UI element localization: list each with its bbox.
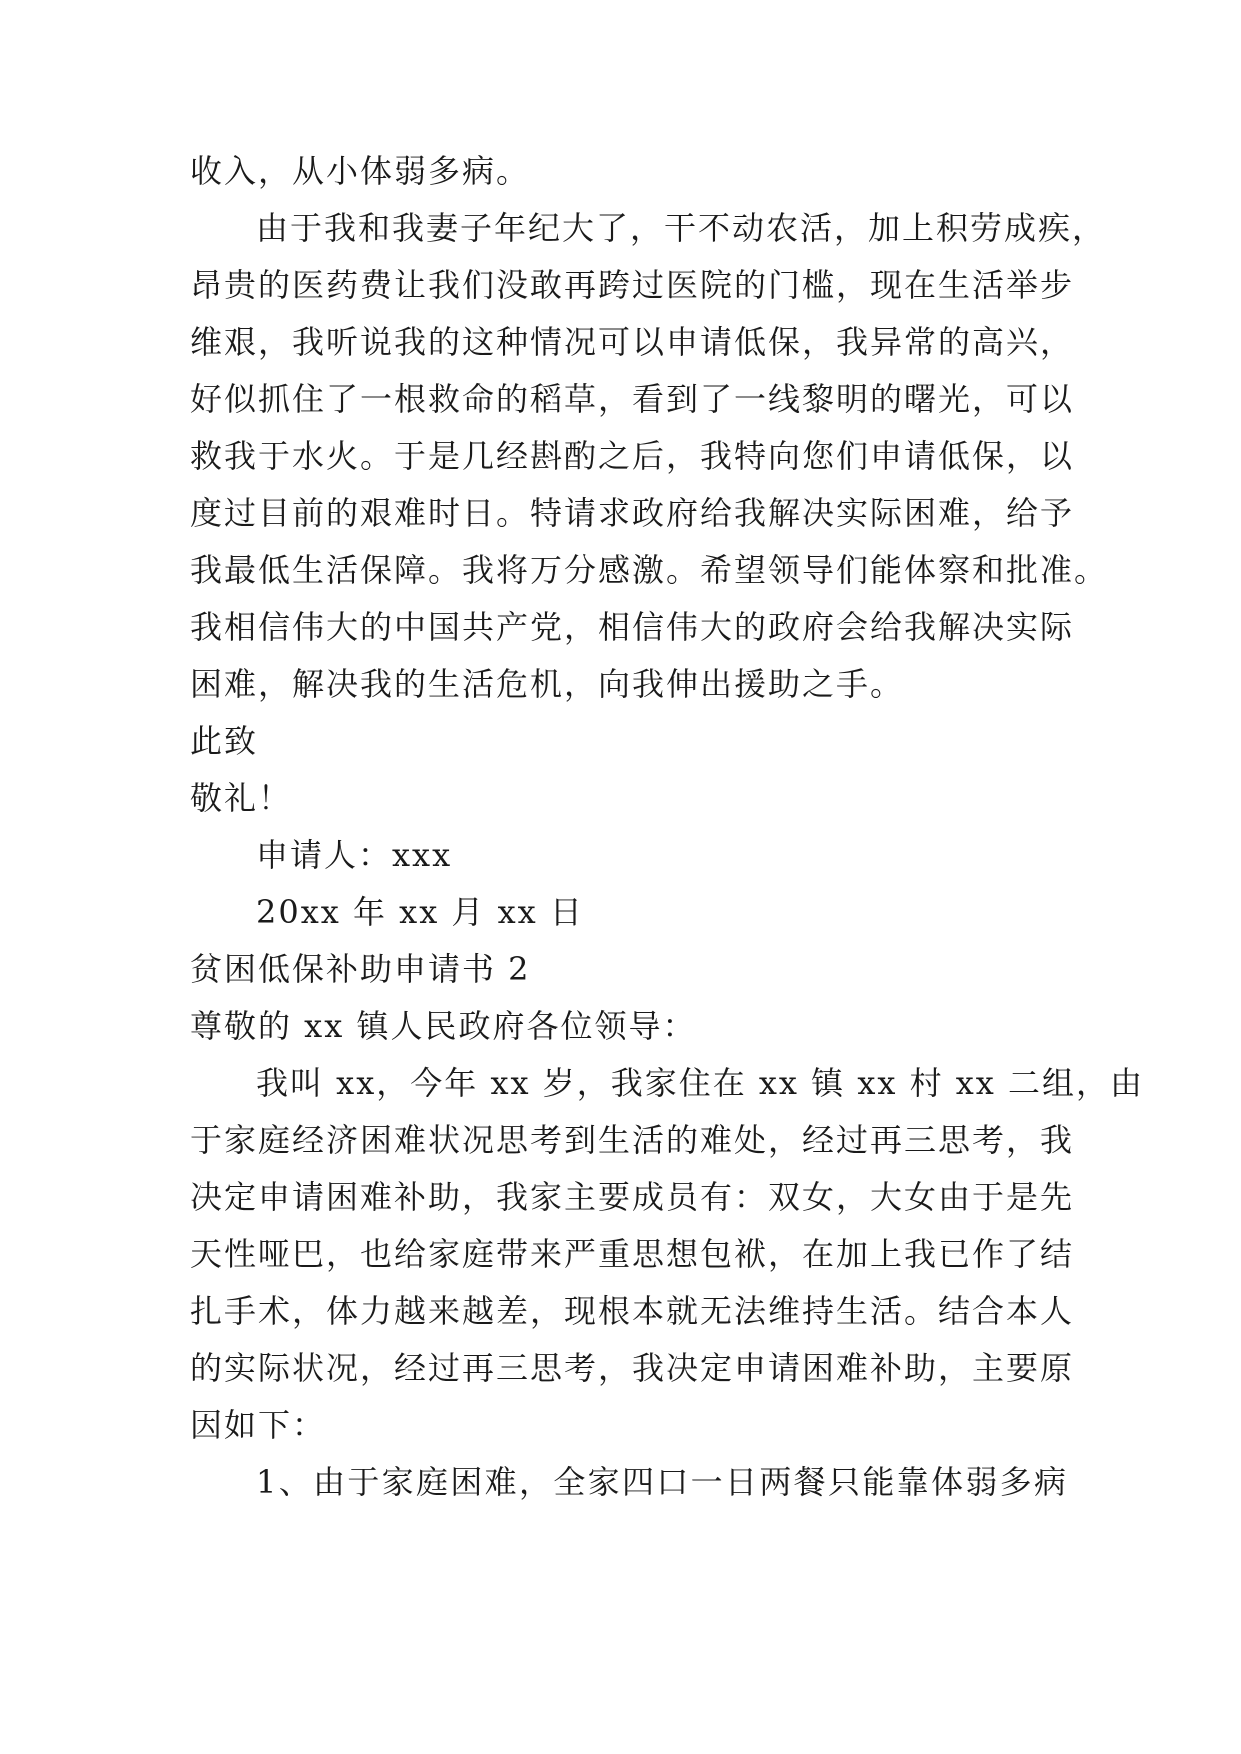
text-line: 1、由于家庭困难，全家四口一日两餐只能靠体弱多病 [256, 1463, 1068, 1501]
text-line: 于家庭经济困难状况思考到生活的难处，经过再三思考，我 [190, 1121, 1075, 1159]
text-line: 因如下： [190, 1406, 327, 1444]
text-line: 天性哑巴，也给家庭带来严重思想包袱，在加上我已作了结 [190, 1235, 1075, 1273]
text-line: 由于我和我妻子年纪大了，干不动农活，加上积劳成疾， [256, 209, 1107, 247]
text-line: 收入，从小体弱多病。 [190, 152, 531, 190]
section-title: 贫困低保补助申请书 2 [190, 950, 531, 988]
text-line: 扎手术，体力越来越差，现根本就无法维持生活。结合本人 [190, 1292, 1075, 1330]
text-line: 困难，解决我的生活危机，向我伸出援助之手。 [190, 665, 905, 703]
text-line: 我叫 xx，今年 xx 岁，我家住在 xx 镇 xx 村 xx 二组，由 [256, 1064, 1145, 1102]
text-line: 好似抓住了一根救命的稻草，看到了一线黎明的曙光，可以 [190, 380, 1075, 418]
closing-salutation: 此致 [190, 722, 259, 760]
greeting: 尊敬的 xx 镇人民政府各位领导： [190, 1007, 697, 1045]
text-line: 决定申请困难补助，我家主要成员有：双女，大女由于是先 [190, 1178, 1075, 1216]
text-line: 昂贵的医药费让我们没敢再跨过医院的门槛，现在生活举步 [190, 266, 1075, 304]
text-line: 维艰，我听说我的这种情况可以申请低保，我异常的高兴， [190, 323, 1075, 361]
date-line: 20xx 年 xx 月 xx 日 [256, 893, 584, 931]
text-line: 的实际状况，经过再三思考，我决定申请困难补助，主要原 [190, 1349, 1075, 1387]
text-line: 度过目前的艰难时日。特请求政府给我解决实际困难，给予 [190, 494, 1075, 532]
text-line: 我相信伟大的中国共产党，相信伟大的政府会给我解决实际 [190, 608, 1075, 646]
closing-regards: 敬礼！ [190, 779, 293, 817]
applicant-signature: 申请人：xxx [256, 836, 453, 874]
text-line: 我最低生活保障。我将万分感激。希望领导们能体察和批准。 [190, 551, 1109, 589]
text-line: 救我于水火。于是几经斟酌之后，我特向您们申请低保，以 [190, 437, 1075, 475]
